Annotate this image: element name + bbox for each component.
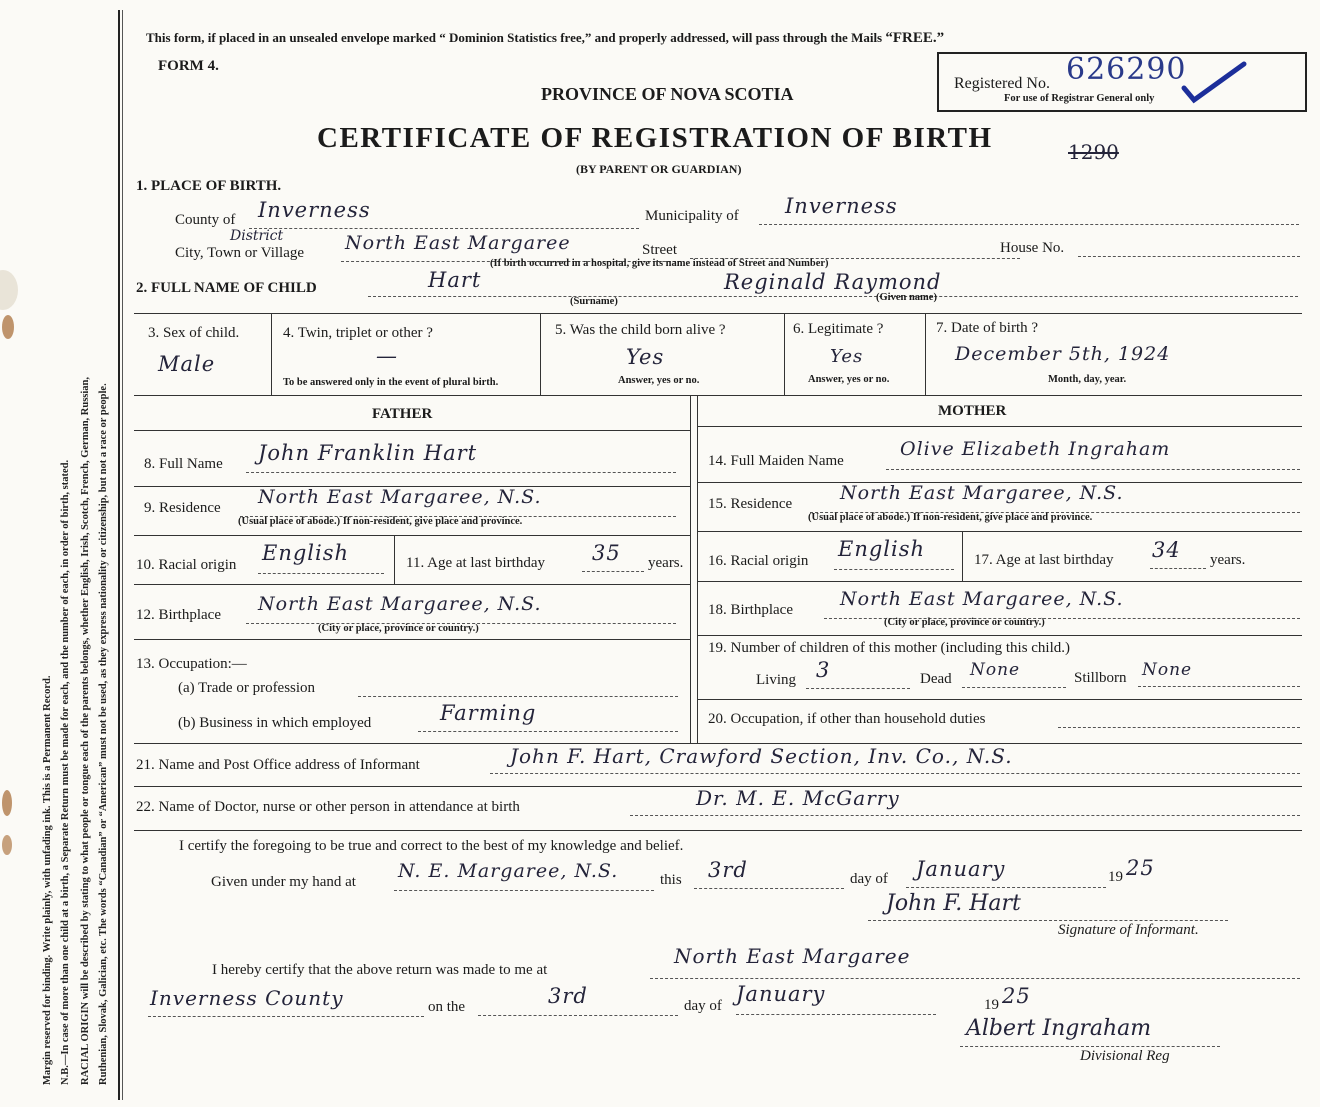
sex-value: Male: [158, 352, 216, 376]
child-surname: Hart: [428, 268, 482, 292]
business-label: (b) Business in which employed: [178, 715, 372, 731]
given-under-label: Given under my hand at: [211, 874, 356, 890]
legitimate-label: 6. Legitimate ?: [793, 321, 884, 337]
city-value: North East Margaree: [345, 232, 571, 254]
municipality-label: Municipality of: [645, 208, 739, 224]
page-subtitle: (BY PARENT OR GUARDIAN): [576, 162, 742, 176]
day-of-label: day of: [850, 871, 888, 887]
page-title: CERTIFICATE OF REGISTRATION OF BIRTH: [317, 122, 993, 154]
mother-birthplace-value: North East Margaree, N.S.: [840, 588, 1124, 610]
mother-name-label: 14. Full Maiden Name: [708, 453, 844, 469]
registrar-month-value: January: [736, 982, 826, 1006]
registrar-day-value: 3rd: [548, 984, 588, 1008]
father-birthplace-value: North East Margaree, N.S.: [258, 593, 542, 615]
alive-note: Answer, yes or no.: [618, 375, 700, 386]
mother-residence-label: 15. Residence: [708, 496, 793, 512]
stain-mark: [2, 315, 14, 339]
dob-label: 7. Date of birth ?: [936, 320, 1039, 336]
living-value: 3: [816, 658, 831, 682]
certify-statement: I certify the foregoing to be true and correct to the best of my knowledge and belief.: [179, 838, 684, 854]
sex-label: 3. Sex of child.: [148, 325, 240, 341]
child-given-name: Reginald Raymond: [724, 270, 942, 294]
father-heading: FATHER: [372, 406, 433, 422]
house-label: House No.: [1000, 240, 1065, 256]
stillborn-label: Stillborn: [1074, 670, 1127, 686]
children-count-label: 19. Number of children of this mother (including this child.): [708, 640, 1071, 656]
dead-value: None: [970, 660, 1021, 680]
county-value: Inverness: [258, 198, 371, 222]
dob-note: Month, day, year.: [1048, 374, 1127, 385]
mother-race-label: 16. Racial origin: [708, 553, 809, 569]
business-value: Farming: [440, 701, 537, 725]
county-label: County of: [175, 212, 236, 228]
father-birthplace-note: (City or place, province or country.): [318, 623, 479, 634]
doctor-value: Dr. M. E. McGarry: [696, 786, 900, 810]
on-the-label: on the: [428, 999, 466, 1015]
margin-rule: [122, 10, 123, 1100]
mother-heading: MOTHER: [938, 403, 1007, 419]
form-number: FORM 4.: [158, 58, 219, 74]
stillborn-value: None: [1142, 660, 1193, 680]
occupation-label: 13. Occupation:—: [136, 656, 247, 672]
margin-note: Margin reserved for binding. Write plainly, with unfading ink. This is a Permanent Record.: [42, 675, 53, 1085]
registered-label: Registered No.: [954, 75, 1050, 92]
crossed-number: 1290: [1068, 140, 1119, 164]
postal-note: This form, if placed in an unsealed envelope marked “ Dominion Statistics free,” and properly addressed, will pass through the Mails “FREE.”: [146, 30, 945, 46]
city-label: City, Town or Village: [175, 245, 305, 261]
margin-note: N.B.—In case of more than one child at a birth, a Separate Return must be made for each, and the number of each, in order of birth, stated.: [60, 459, 71, 1085]
stain-mark: [2, 835, 12, 855]
margin-rule: [118, 10, 120, 1100]
district-note: District: [230, 228, 284, 244]
certify-month-value: January: [916, 857, 1006, 881]
father-age-value: 35: [592, 541, 621, 565]
mother-residence-note: (Usual place of abode.) If non-resident, give place and province.: [808, 512, 1093, 523]
certify-day-value: 3rd: [708, 858, 748, 882]
living-label: Living: [756, 672, 796, 688]
registrar-signature: Albert Ingraham: [966, 1016, 1152, 1041]
mother-birthplace-label: 18. Birthplace: [708, 602, 793, 618]
given-caption: (Given name): [876, 292, 937, 303]
mother-birthplace-note: (City or place, province or country.): [884, 617, 1045, 628]
father-name-value: John Franklin Hart: [258, 441, 478, 465]
informant-value: John F. Hart, Crawford Section, Inv. Co., N.S.: [510, 744, 1013, 768]
mother-occupation-label: 20. Occupation, if other than household duties: [708, 711, 986, 727]
trade-label: (a) Trade or profession: [178, 680, 316, 696]
hospital-note: (If birth occurred in a hospital, give its name instead of Street and Number): [490, 258, 829, 269]
legitimate-note: Answer, yes or no.: [808, 374, 890, 385]
registrar-statement: I hereby certify that the above return was made to me at: [212, 962, 548, 978]
registrar-county-value: Inverness County: [150, 986, 344, 1010]
father-race-label: 10. Racial origin: [136, 557, 237, 573]
doctor-label: 22. Name of Doctor, nurse or other person in attendance at birth: [136, 799, 520, 815]
father-residence-label: 9. Residence: [144, 500, 221, 516]
margin-note: Ruthenian, Slovak, Galician, etc. The words “Canadian” or “American” must not be used, as they express nationality or citizenship, but not a race or people.: [98, 383, 109, 1085]
child-name-label: 2. FULL NAME OF CHILD: [136, 280, 317, 296]
legitimate-value: Yes: [830, 346, 864, 367]
father-residence-note: (Usual place of abode.) If non-resident, give place and province.: [238, 516, 523, 527]
father-name-label: 8. Full Name: [144, 456, 223, 472]
twin-label: 4. Twin, triplet or other ?: [283, 325, 433, 341]
province-heading: PROVINCE OF NOVA SCOTIA: [541, 84, 794, 104]
mother-residence-value: North East Margaree, N.S.: [840, 482, 1124, 504]
registrar-note: For use of Registrar General only: [1004, 93, 1155, 104]
municipality-value: Inverness: [785, 194, 898, 218]
informant-signature: John F. Hart: [886, 891, 1021, 916]
alive-label: 5. Was the child born alive ?: [555, 322, 726, 338]
dob-value: December 5th, 1924: [955, 343, 1171, 365]
surname-caption: (Surname): [570, 296, 618, 307]
margin-note: RACIAL ORIGIN will be described by stating to what people or tongue each of the parents belongs, whether English, Irish, Scotch, French, German, Russian,: [80, 376, 91, 1085]
divisional-registrar-caption: Divisional Reg: [1080, 1048, 1170, 1064]
place-of-birth-heading: 1. PLACE OF BIRTH.: [136, 178, 282, 194]
twin-note: To be answered only in the event of plural birth.: [283, 377, 499, 388]
father-birthplace-label: 12. Birthplace: [136, 607, 221, 623]
certify-year-value: 25: [1126, 856, 1155, 880]
twin-value: —: [376, 344, 398, 368]
registrar-year-prefix: 19: [984, 997, 999, 1013]
mother-age-value: 34: [1152, 538, 1181, 562]
mother-name-value: Olive Elizabeth Ingraham: [900, 438, 1171, 460]
father-years-label: years.: [648, 555, 684, 571]
informant-label: 21. Name and Post Office address of Informant: [136, 757, 420, 773]
registrar-day-of-label: day of: [684, 998, 722, 1014]
street-label: Street: [642, 242, 677, 258]
signature-caption: Signature of Informant.: [1058, 922, 1199, 938]
mother-race-value: English: [838, 537, 926, 561]
given-place-value: N. E. Margaree, N.S.: [398, 860, 619, 882]
dead-label: Dead: [920, 671, 952, 687]
binding-hole: [0, 270, 18, 310]
certify-year-prefix: 19: [1108, 869, 1123, 885]
mother-years-label: years.: [1210, 552, 1246, 568]
alive-value: Yes: [626, 345, 665, 369]
mother-age-label: 17. Age at last birthday: [974, 552, 1114, 568]
registered-value: 626290: [1066, 52, 1187, 87]
father-age-label: 11. Age at last birthday: [406, 555, 545, 571]
stain-mark: [2, 790, 12, 816]
checkmark-icon: [1180, 60, 1250, 106]
registrar-place-value: North East Margaree: [674, 944, 911, 968]
this-label: this: [660, 872, 682, 888]
father-residence-value: North East Margaree, N.S.: [258, 486, 542, 508]
registrar-year-value: 25: [1002, 984, 1031, 1008]
father-race-value: English: [262, 541, 350, 565]
